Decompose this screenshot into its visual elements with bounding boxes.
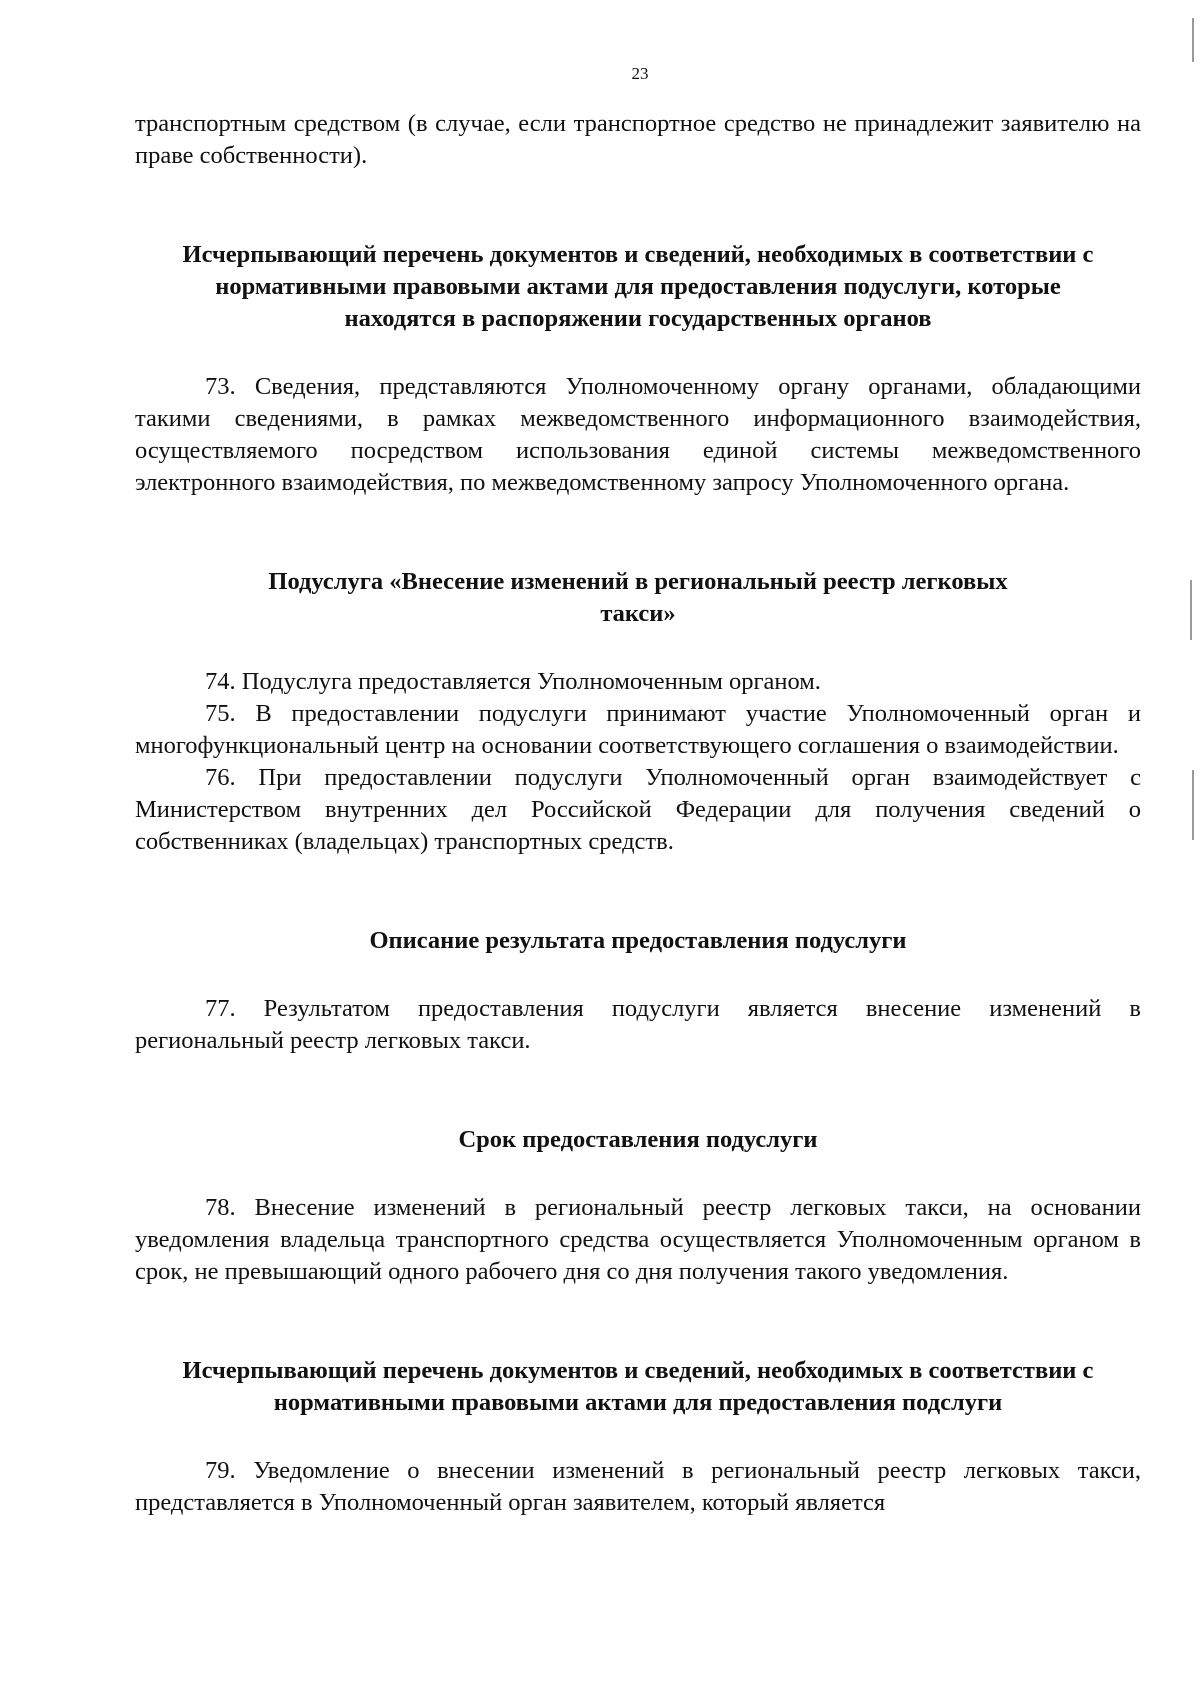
page-number: 23 [631, 64, 649, 83]
heading-service-term: Срок предоставления подуслуги [458, 1126, 818, 1153]
paragraph-73: 73. Сведения, представляются Уполномоченному органу органами, обладающими такими сведениями, в рамках межведомственного информационного взаимодействия, осуществляемого посредством использования единой системы межведомственного электронного взаимодействия, по межведомственному запросу Уполномоченного органа. [135, 373, 1141, 496]
paragraph-75: 75. В предоставлении подуслуги принимают участие Уполномоченный орган и многофункциональный центр на основании соответствующего соглашения о взаимодействии. [135, 700, 1141, 759]
heading-documents-required: Исчерпывающий перечень документов и сведений, необходимых в соответствии с нормативными правовыми актами для предоставления подслуги [182, 1357, 1094, 1416]
paragraph-79: 79. Уведомление о внесении изменений в региональный реестр легковых такси, представляется в Уполномоченный орган заявителем, который является [135, 1457, 1141, 1516]
paragraph-continuation: транспортным средством (в случае, если транспортное средство не принадлежит заявителю на праве собственности). [135, 110, 1141, 169]
document-body [135, 108, 1141, 1519]
heading-subservice-registry-changes: Подуслуга «Внесение изменений в региональный реестр легковых такси» [268, 568, 1008, 627]
paragraph-77: 77. Результатом предоставления подуслуги является внесение изменений в региональный реестр легковых такси. [135, 995, 1141, 1054]
scan-edge-mark [1190, 580, 1192, 640]
scan-edge-mark [1192, 18, 1194, 62]
paragraph-78: 78. Внесение изменений в региональный реестр легковых такси, на основании уведомления владельца транспортного средства осуществляется Уполномоченным органом в срок, не превышающий одного рабочего дня со дня получения такого уведомления. [135, 1194, 1141, 1285]
scan-edge-mark [1192, 770, 1194, 840]
heading-documents-government-bodies: Исчерпывающий перечень документов и сведений, необходимых в соответствии с нормативными правовыми актами для предоставления подуслуги, которые находятся в распоряжении государственных органов [182, 241, 1094, 332]
heading-result-description: Описание результата предоставления подуслуги [369, 927, 907, 954]
paragraph-76: 76. При предоставлении подуслуги Уполномоченный орган взаимодействует с Министерством внутренних дел Российской Федерации для получения сведений о собственниках (владельцах) транспортных средств. [135, 764, 1141, 855]
paragraph-74: 74. Подуслуга предоставляется Уполномоченным органом. [205, 668, 821, 695]
